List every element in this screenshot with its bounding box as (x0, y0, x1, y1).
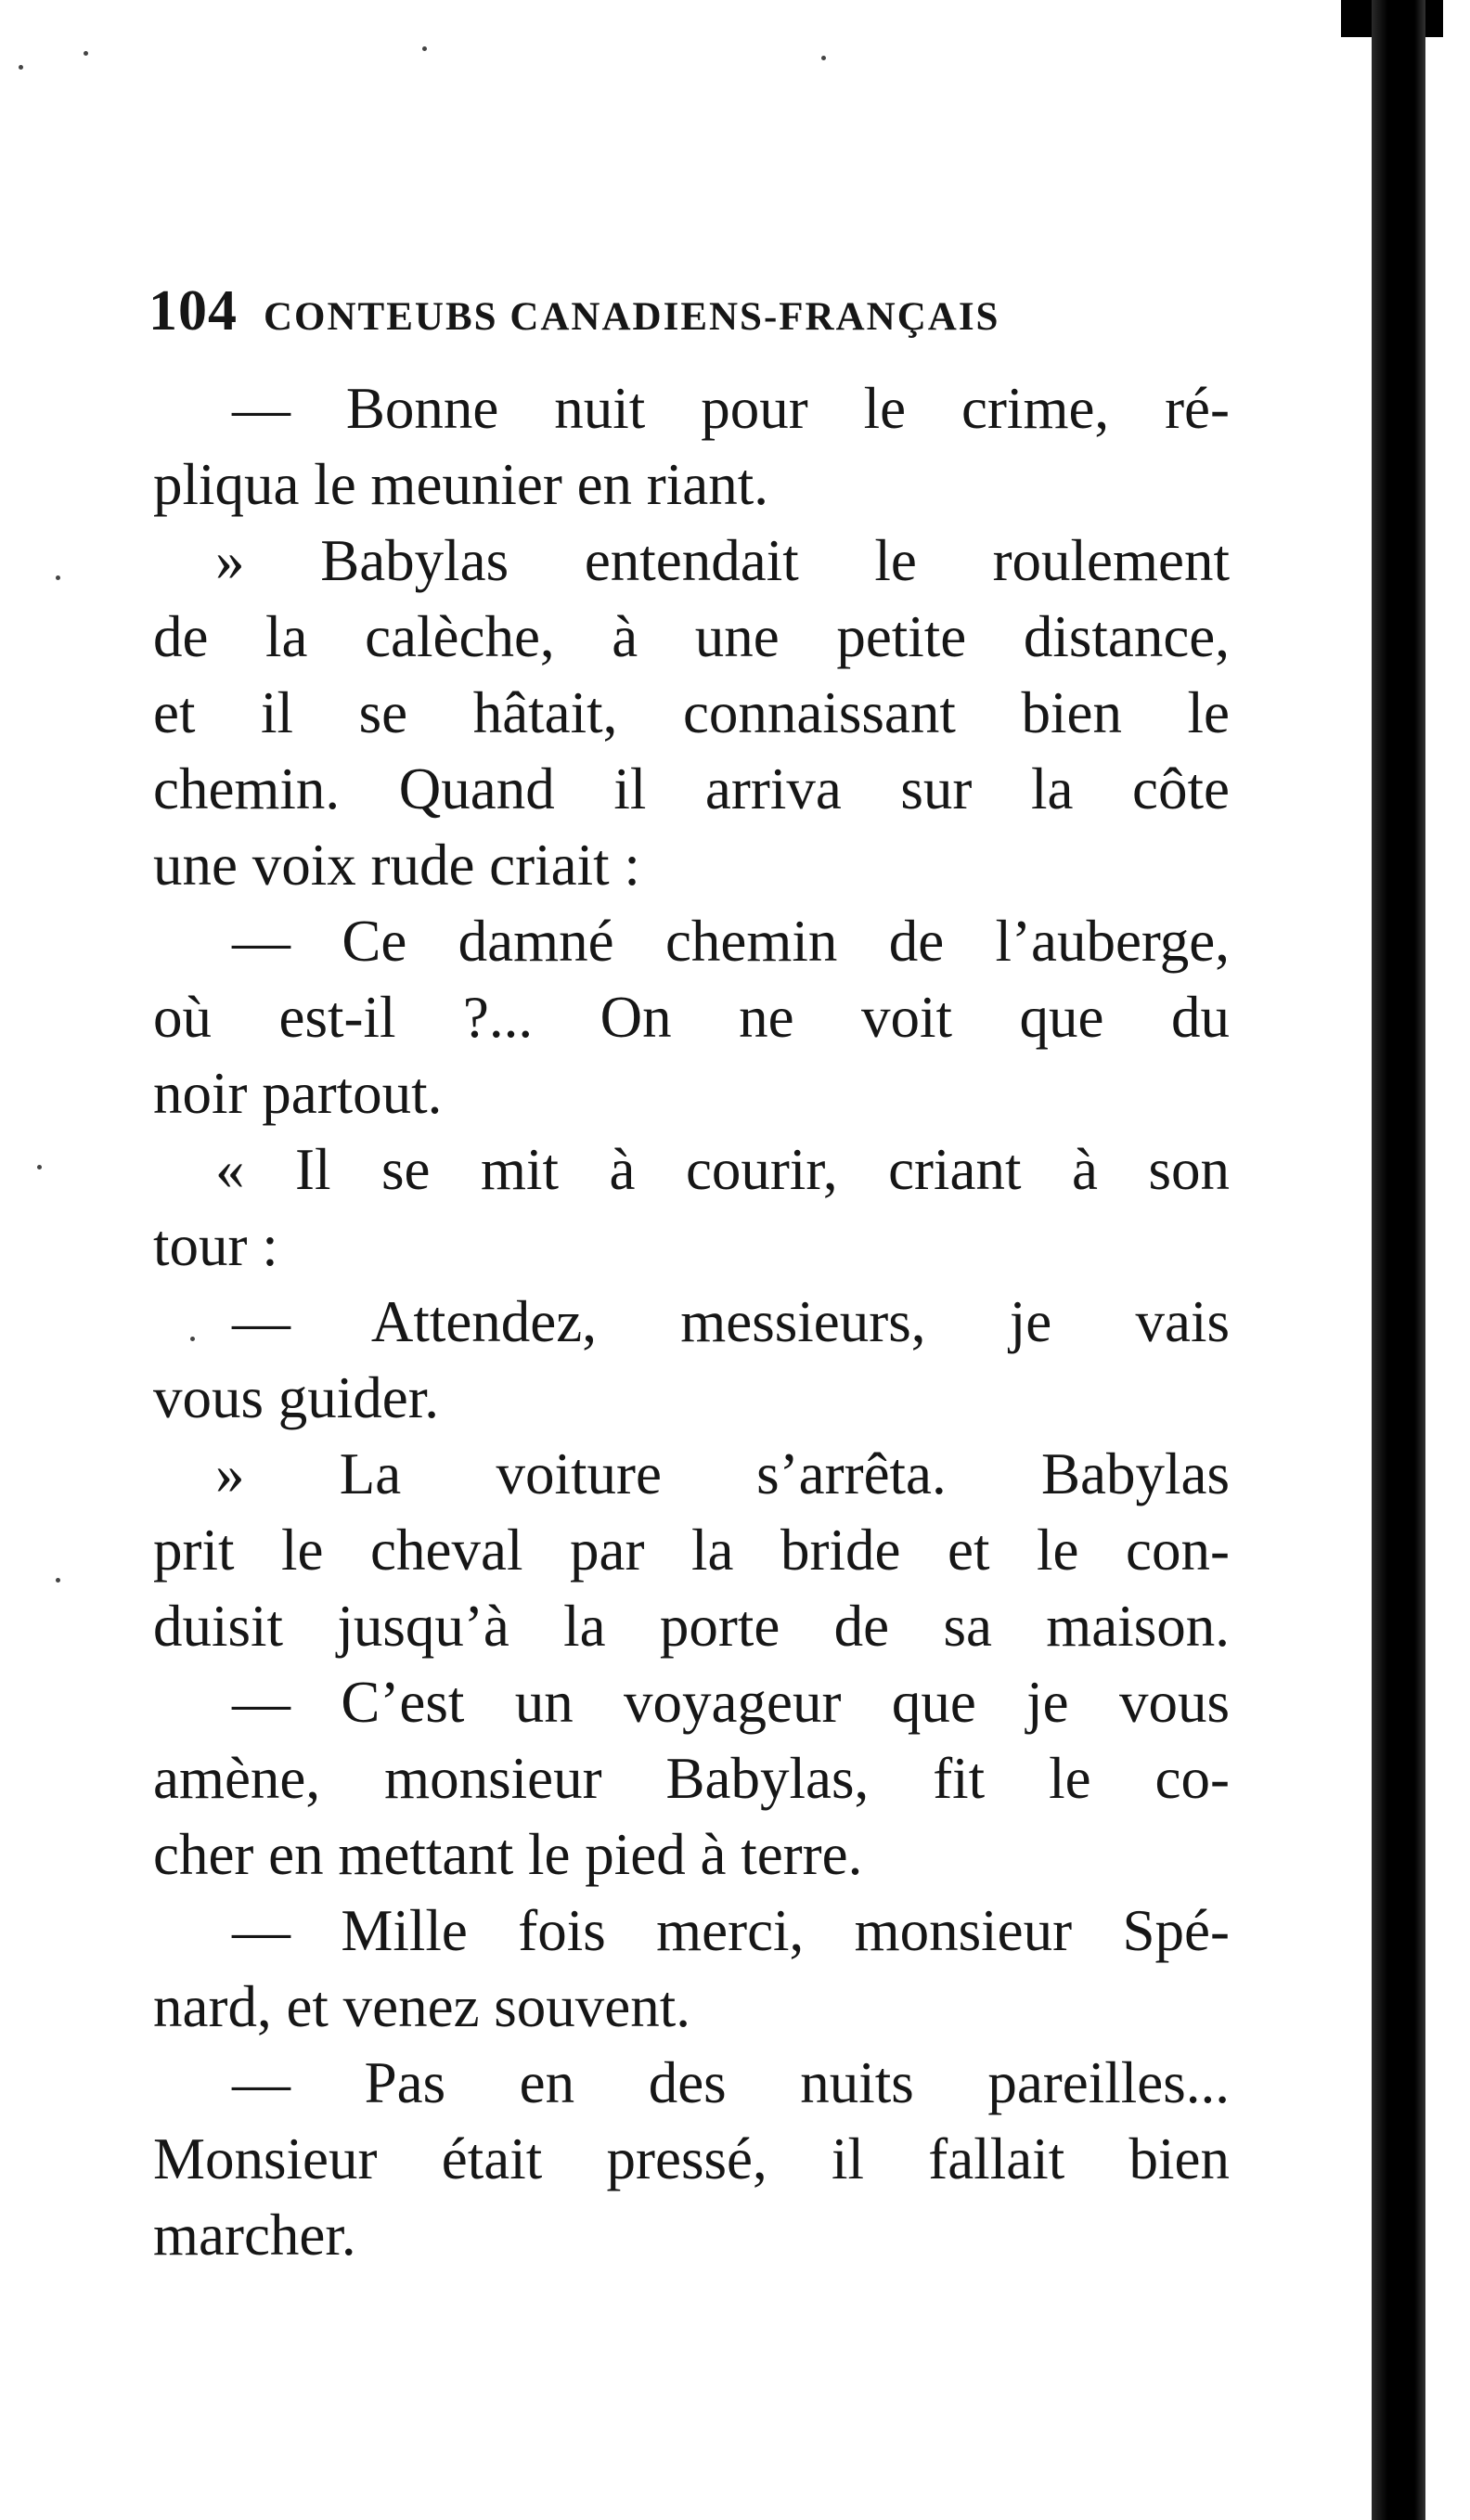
text-line: prit le cheval par la bride et le con- (153, 1518, 1230, 1583)
scan-speck (821, 56, 826, 60)
scan-speck (422, 46, 427, 51)
text-line: où est-il ?... On ne voit que du (153, 985, 1230, 1050)
text-line: de la calèche, à une petite distance, (153, 604, 1230, 669)
text-line: — Pas en des nuits pareilles... (232, 2050, 1230, 2115)
text-line: amène, monsieur Babylas, fit le co- (153, 1746, 1230, 1811)
scan-speck (37, 1165, 42, 1170)
page-header (148, 278, 1234, 344)
text-line: cher en mettant le pied à terre. (153, 1822, 863, 1887)
text-line: — Attendez, messieurs, je vais (232, 1289, 1230, 1354)
text-line: Monsieur était pressé, il fallait bien (153, 2126, 1230, 2191)
text-line: duisit jusqu’à la porte de sa maison. (153, 1594, 1230, 1659)
text-line: — Bonne nuit pour le crime, ré- (232, 376, 1230, 441)
text-line: et il se hâtait, connaissant bien le (153, 680, 1230, 745)
text-line: noir partout. (153, 1061, 443, 1126)
text-line: tour : (153, 1213, 278, 1278)
scan-speck (190, 1337, 195, 1341)
scan-speck (19, 65, 23, 70)
scan-speck (56, 1578, 60, 1583)
text-line: — C’est un voyageur que je vous (232, 1670, 1230, 1735)
binding-edge (1372, 0, 1425, 2520)
text-line: marcher. (153, 2203, 356, 2268)
text-line: « Il se mit à courir, criant à son (215, 1137, 1230, 1202)
text-line: une voix rude criait : (153, 833, 640, 898)
scan-speck (84, 51, 88, 56)
text-line: nard, et venez souvent. (153, 1974, 691, 2039)
text-line: — Ce damné chemin de l’auberge, (232, 909, 1230, 974)
running-title: CONTEUBS CANADIENS-FRANÇAIS (264, 295, 1000, 339)
text-line: » Babylas entendait le roulement (215, 528, 1230, 593)
text-line: chemin. Quand il arriva sur la côte (153, 756, 1230, 821)
page-number: 104 (148, 279, 238, 342)
text-line: — Mille fois merci, monsieur Spé- (232, 1898, 1230, 1963)
scan-speck (56, 575, 60, 580)
text-line: vous guider. (153, 1365, 439, 1430)
text-line: » La voiture s’arrêta. Babylas (215, 1441, 1230, 1506)
text-line: pliqua le meunier en riant. (153, 452, 769, 517)
